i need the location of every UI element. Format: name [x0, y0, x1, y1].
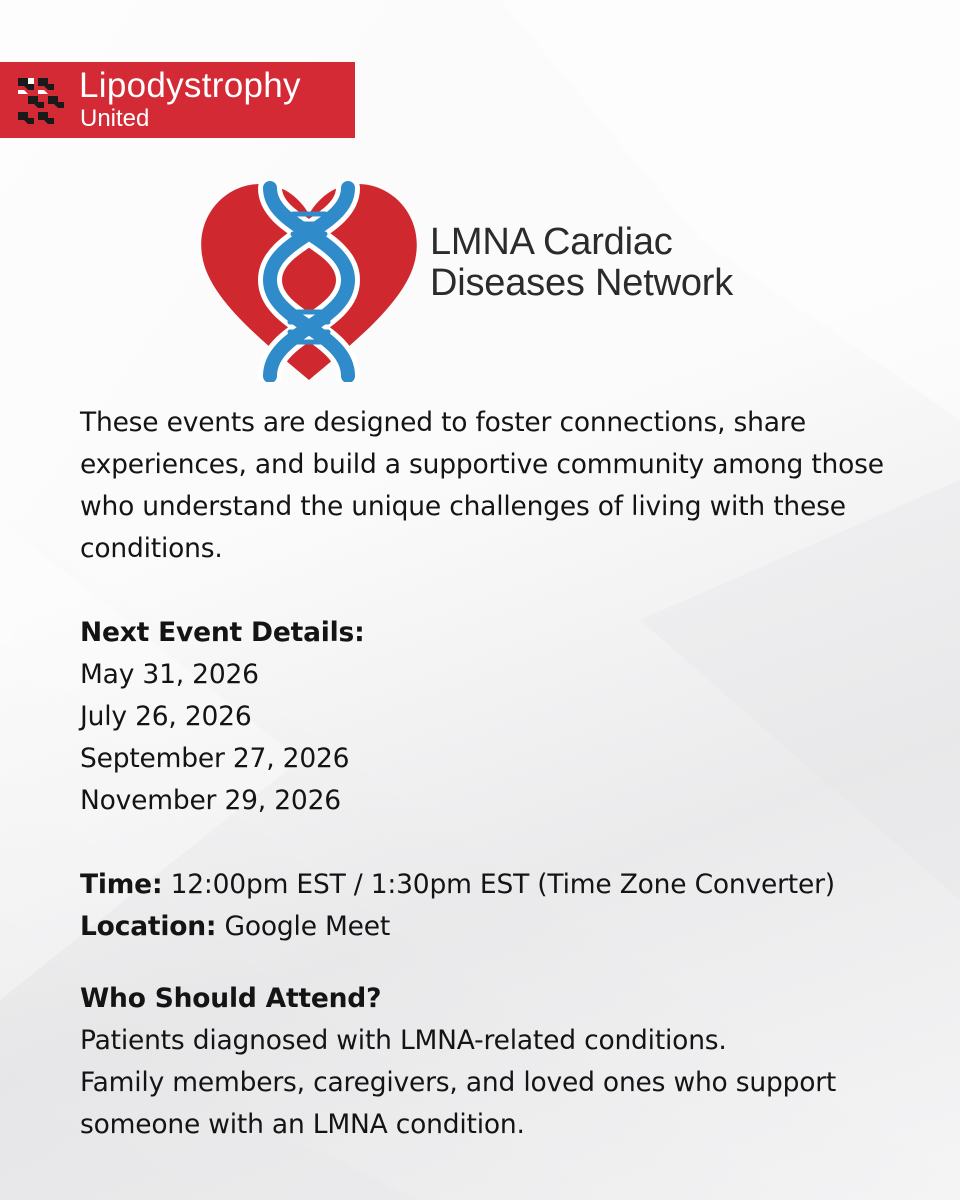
partner-name-line-1: LMNA Cardiac: [430, 221, 673, 263]
time-label: Time:: [80, 869, 163, 900]
attend-line: Patients diagnosed with LMNA-related conditions.: [80, 1025, 727, 1056]
spacer: [80, 822, 930, 864]
attend-heading: Who Should Attend?: [80, 983, 382, 1014]
partner-name: [430, 222, 733, 304]
spacer: [80, 948, 930, 978]
attend-line: Family members, caregivers, and loved ones who support someone with an LMNA condition.: [80, 1067, 837, 1140]
brand-badge: [0, 62, 355, 138]
event-date: July 26, 2026: [80, 701, 252, 732]
next-event-heading: Next Event Details:: [80, 617, 365, 648]
intro-paragraph: These events are designed to foster connections, share experiences, and build a supportive community among those who understand the unique challenges of living with these conditions.: [80, 407, 884, 564]
event-date: May 31, 2026: [80, 659, 259, 690]
event-date: September 27, 2026: [80, 743, 350, 774]
brand-name: Lipodystrophy: [79, 66, 301, 105]
partner-name-line-2: Diseases Network: [430, 262, 734, 304]
houndstooth-logo-icon: [14, 74, 70, 130]
heart-dna-logo-icon: [198, 180, 420, 382]
event-date: November 29, 2026: [80, 785, 341, 816]
brand-subtitle: United: [80, 105, 150, 132]
event-description: [80, 402, 930, 1146]
location-row: [80, 906, 930, 948]
time-row: [80, 864, 930, 906]
location-value: Google Meet: [224, 911, 391, 942]
time-value: 12:00pm EST / 1:30pm EST (Time Zone Converter): [170, 869, 835, 900]
location-label: Location:: [80, 911, 217, 942]
